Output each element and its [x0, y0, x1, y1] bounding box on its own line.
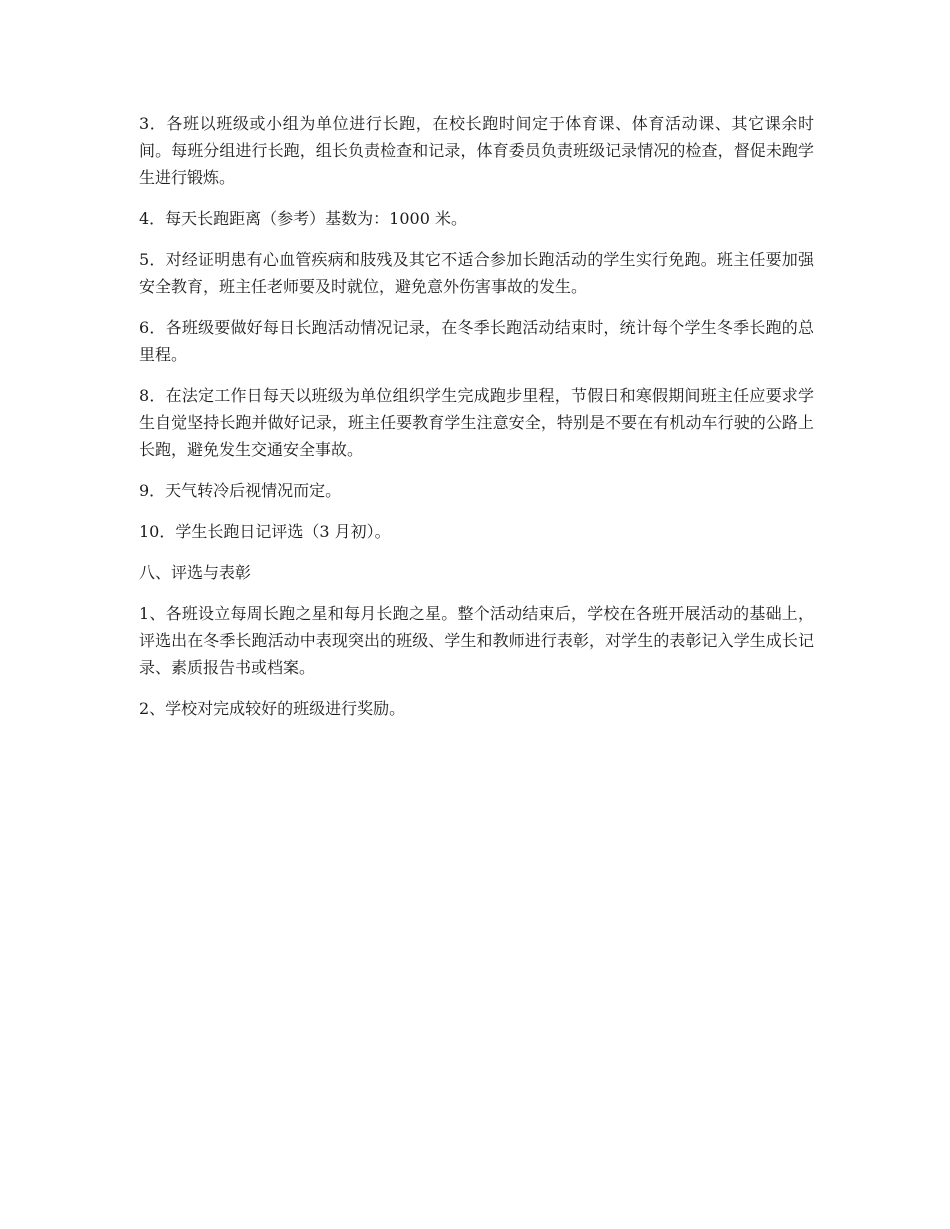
paragraph-item-8: 8．在法定工作日每天以班级为单位组织学生完成跑步里程，节假日和寒假期间班主任应要求学生自觉坚持长跑并做好记录，班主任要教育学生注意安全，特别是不要在有机动车行驶的公路上长跑，避免发生交通安全事故。 [139, 386, 814, 459]
paragraph-award-2: 2、学校对完成较好的班级进行奖励。 [139, 699, 406, 718]
section-heading: 八、评选与表彰 [139, 563, 252, 582]
paragraph-item-6: 6．各班级要做好每日长跑活动情况记录，在冬季长跑活动结束时，统计每个学生冬季长跑的总里程。 [139, 318, 814, 364]
paragraph-item-4: 4．每天长跑距离（参考）基数为：1000 米。 [139, 209, 467, 228]
paragraph-item-9: 9．天气转冷后视情况而定。 [139, 481, 342, 500]
paragraph-item-3: 3．各班以班级或小组为单位进行长跑，在校长跑时间定于体育课、体育活动课、其它课余时间。每班分组进行长跑，组长负责检查和记录，体育委员负责班级记录情况的检查，督促未跑学生进行锻炼。 [139, 114, 814, 187]
paragraph-award-1: 1、各班设立每周长跑之星和每月长跑之星。整个活动结束后，学校在各班开展活动的基础上，评选出在冬季长跑活动中表现突出的班级、学生和教师进行表彰，对学生的表彰记入学生成长记录、素质报告书或档案。 [139, 604, 814, 677]
paragraph-item-10: 10．学生长跑日记评选（3 月初）。 [139, 522, 391, 541]
paragraph-item-5: 5．对经证明患有心血管疾病和肢残及其它不适合参加长跑活动的学生实行免跑。班主任要加强安全教育，班主任老师要及时就位，避免意外伤害事故的发生。 [139, 250, 814, 296]
document-body [139, 110, 814, 736]
